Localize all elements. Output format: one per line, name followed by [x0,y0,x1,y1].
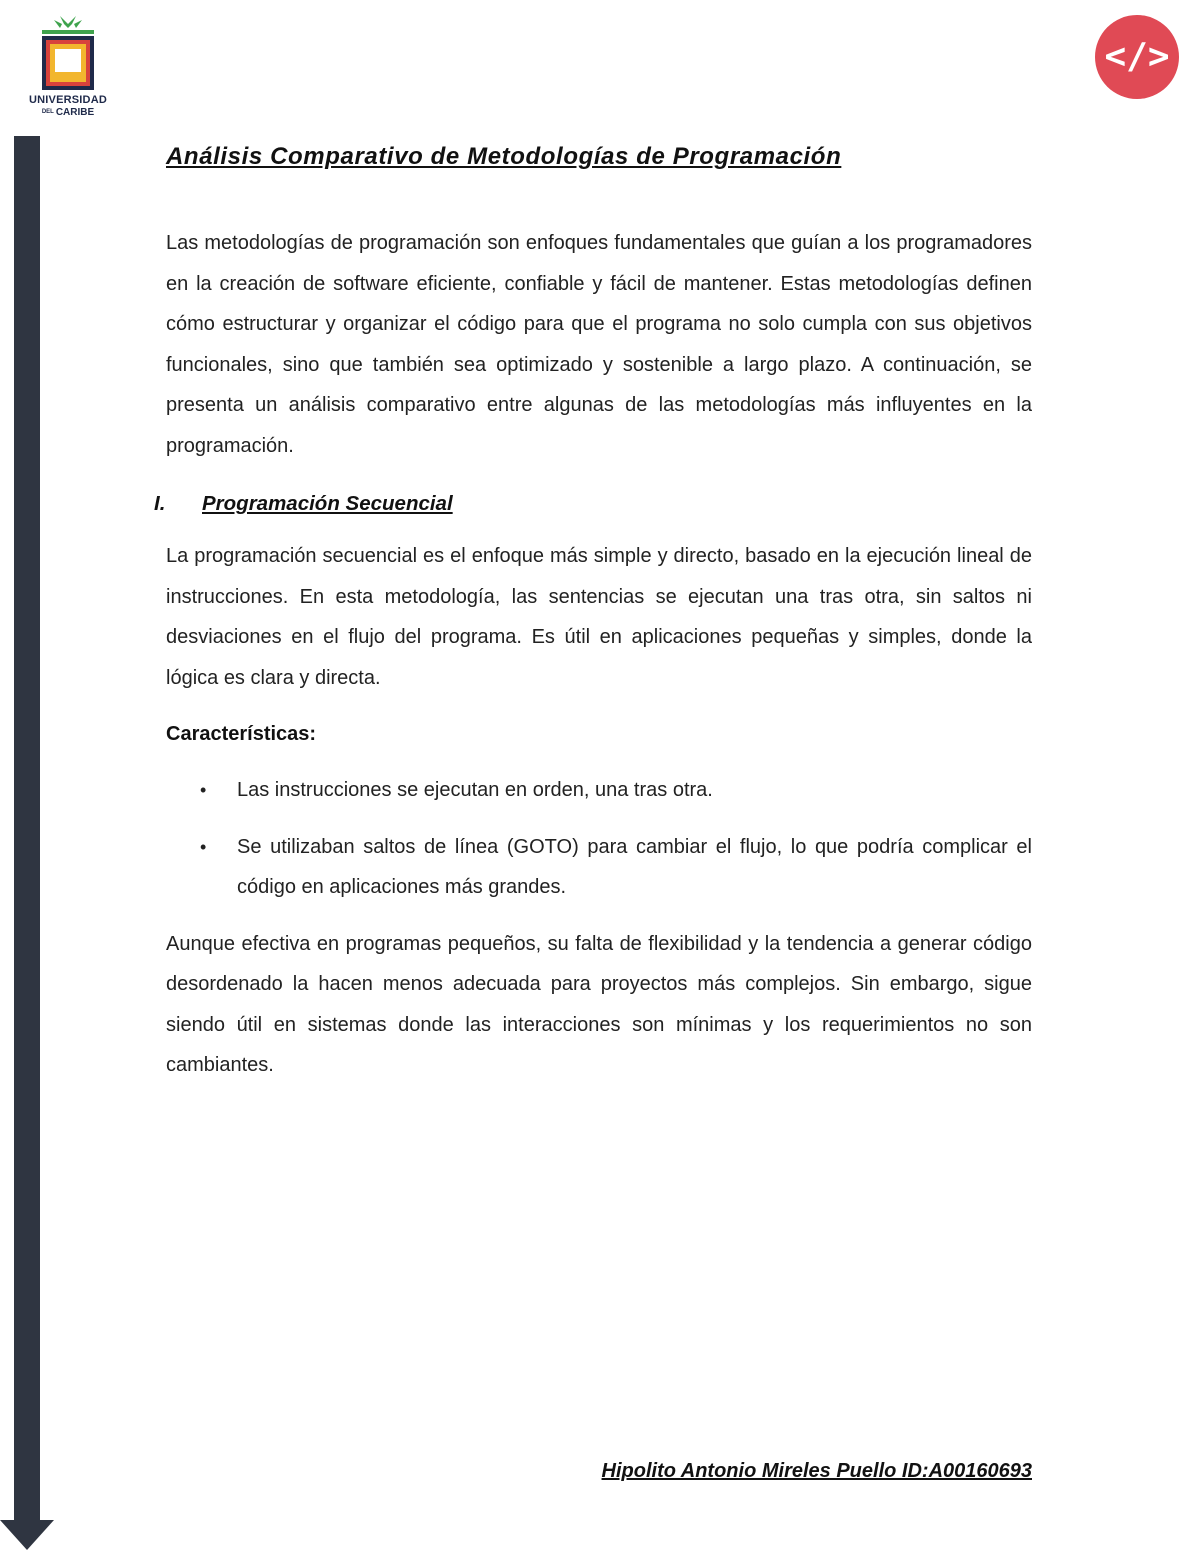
logo-text-caribe [20,107,116,118]
list-item [166,827,1032,908]
university-crest-icon [20,10,116,94]
bullet-icon: • [200,780,207,800]
code-icon-glyph: </> [1104,36,1170,77]
document-title: Análisis Comparativo de Metodologías de Programación [166,143,842,170]
conclusion-paragraph: Aunque efectiva en programas pequeños, su falta de flexibilidad y la tendencia a generar código desordenado la hacen menos adecuada para proyectos más complejos. Sin embargo, sigue siendo útil en sistemas donde las interacciones son mínimas y los requerimientos no son cambiantes. [166,932,1032,1076]
features-heading: Características: [166,723,317,745]
author-signature: Hipolito Antonio Mireles Puello ID:A00160693 [601,1460,1032,1482]
section-number: I. [154,492,166,515]
decorative-arrow-bar [0,136,60,1553]
university-logo [20,10,116,122]
code-icon [1092,12,1182,102]
section-title: Programación Secuencial [202,492,453,515]
feature-text: Las instrucciones se ejecutan en orden, una tras otra. [237,779,713,801]
logo-text-universidad: UNIVERSIDAD [29,94,107,106]
section-description: La programación secuencial es el enfoque más simple y directo, basado en la ejecución lineal de instrucciones. En esta metodología, las sentencias se ejecutan una tras otra, sin saltos ni desviaciones en el flujo del programa. Es útil en aplicaciones pequeñas y simples, donde la lógica es clara y directa. [166,545,1032,689]
list-item [166,770,1032,811]
arrow-down-icon [0,136,60,1553]
document-body [154,140,1032,1086]
feature-text: Se utilizaban saltos de línea (GOTO) para cambiar el flujo, lo que podría complicar el código en aplicaciones más grandes. [237,835,1032,898]
section-heading [154,484,1032,524]
logo-text-caribe-word: CARIBE [55,107,95,118]
logo-text-del: DEL [41,109,54,116]
intro-paragraph: Las metodologías de programación son enfoques fundamentales que guían a los programadores en la creación de software eficiente, confiable y fácil de mantener. Estas metodologías definen cómo estructurar y organizar el código para que el programa no solo cumpla con sus objetivos funcionales, sino que también sea optimizado y sostenible a largo plazo. A continuación, se presenta un análisis comparativo entre algunas de las metodologías más influyentes en la programación. [166,232,1032,457]
bullet-icon: • [200,836,207,857]
features-list [166,770,1032,908]
